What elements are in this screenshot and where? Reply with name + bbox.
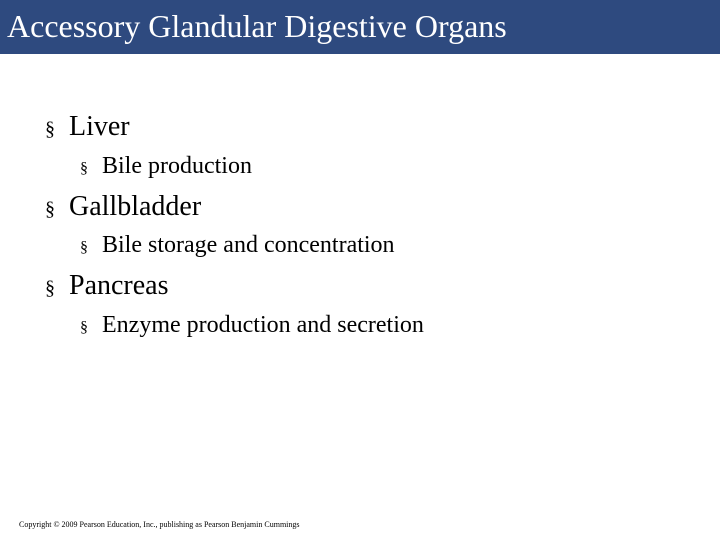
square-bullet-icon: § — [80, 319, 88, 336]
bullet-item-gallbladder — [45, 191, 201, 225]
bullet-label: Gallbladder — [69, 191, 202, 222]
bullet-item-pancreas — [45, 270, 169, 304]
square-bullet-icon: § — [80, 239, 88, 256]
sub-bullet-bile-production — [80, 152, 252, 183]
square-bullet-icon: § — [45, 118, 55, 140]
square-bullet-icon: § — [45, 277, 55, 299]
sub-bullet-bile-storage — [80, 231, 395, 262]
square-bullet-icon: § — [45, 198, 55, 220]
sub-bullet-label: Enzyme production and secretion — [102, 312, 424, 338]
copyright-footer: Copyright © 2009 Pearson Education, Inc., publishing as Pearson Benjamin Cummings — [19, 520, 300, 529]
bullet-label: Liver — [69, 111, 130, 142]
sub-bullet-label: Bile production — [102, 153, 252, 179]
slide-title: Accessory Glandular Digestive Organs — [7, 8, 507, 44]
sub-bullet-enzyme-production — [80, 311, 424, 342]
bullet-item-liver — [45, 111, 130, 145]
square-bullet-icon: § — [80, 160, 88, 177]
bullet-label: Pancreas — [69, 270, 169, 301]
sub-bullet-label: Bile storage and concentration — [102, 232, 395, 258]
title-bar — [0, 0, 720, 54]
